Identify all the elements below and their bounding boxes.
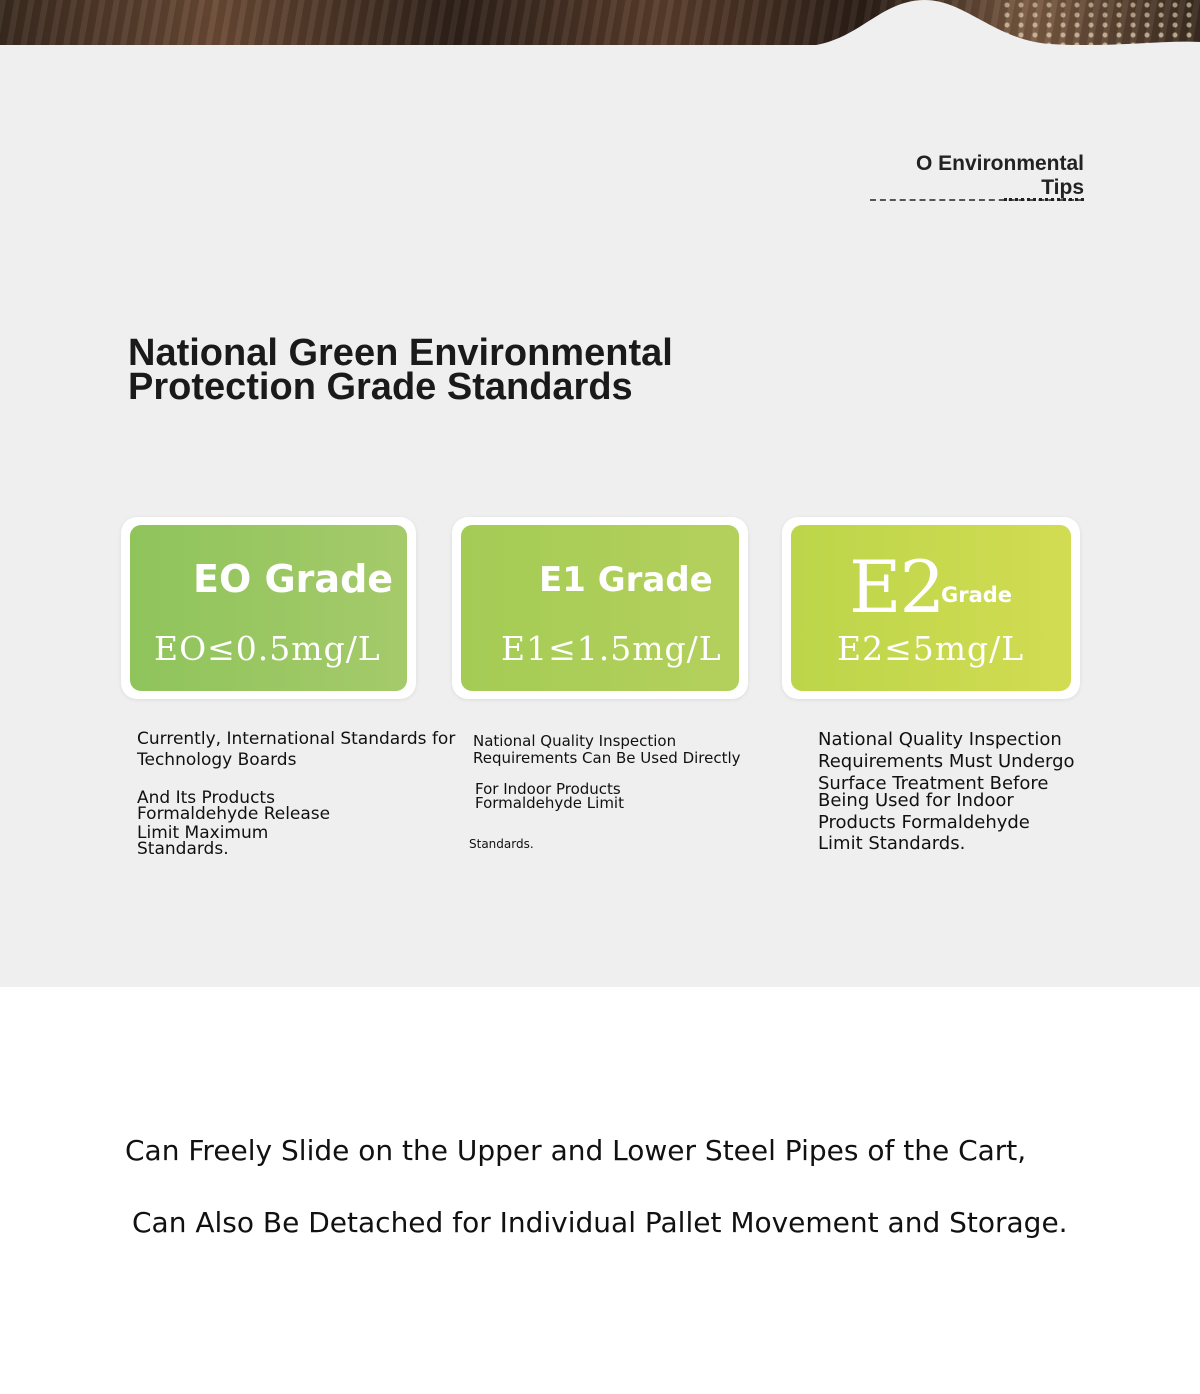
grade-description-e2	[818, 730, 1088, 860]
description-line: Products Formaldehyde	[818, 812, 1030, 833]
description-line: Currently, International Standards for	[137, 729, 456, 749]
grade-limit: E2≤5mg/L	[837, 629, 1025, 668]
description-line: Technology Boards	[137, 750, 297, 770]
footer-slogan-line-1: Can Freely Slide on the Upper and Lower Steel Pipes of the Cart,	[125, 1134, 1027, 1167]
description-line: Being Used for Indoor	[818, 790, 1014, 811]
grade-card-e2	[782, 517, 1080, 699]
description-line: Standards.	[469, 837, 534, 851]
grade-description-e0	[137, 731, 457, 866]
description-line: Formaldehyde Release	[137, 804, 331, 824]
tips-dotted-accent	[1004, 198, 1084, 201]
page-title	[128, 332, 768, 408]
description-line: Limit Maximum	[137, 823, 269, 843]
description-line: National Quality Inspection	[818, 729, 1062, 750]
grade-card-e0	[121, 517, 416, 699]
grade-description-e1	[469, 733, 759, 858]
footer-slogan-line-2: Can Also Be Detached for Individual Pallet Movement and Storage.	[132, 1206, 1068, 1239]
description-line: Requirements Must Undergo	[818, 751, 1075, 772]
grade-title-large: E2	[849, 545, 944, 629]
page-title-line-1: National Green Environmental	[128, 332, 673, 374]
grade-card-e0-panel	[130, 525, 407, 691]
grade-limit: EO≤0.5mg/L	[154, 629, 381, 668]
grade-card-e2-panel	[791, 525, 1071, 691]
environmental-tips-label: O Environmental Tips	[915, 152, 1084, 199]
grade-card-e1-panel	[461, 525, 739, 691]
grade-title: EO Grade	[193, 557, 394, 601]
description-line: Requirements Can Be Used Directly	[473, 749, 741, 767]
description-line: Formaldehyde Limit	[475, 794, 624, 812]
grade-card-e1	[452, 517, 748, 699]
description-line: Surface Treatment Before	[818, 773, 1049, 794]
description-line: Standards.	[137, 839, 229, 859]
grade-title: E1 Grade	[539, 560, 713, 600]
description-line: Limit Standards.	[818, 833, 966, 854]
hero-wave-divider	[0, 0, 1200, 48]
description-line: For Indoor Products	[475, 780, 621, 798]
grade-limit: E1≤1.5mg/L	[501, 629, 722, 668]
description-line: And Its Products	[137, 788, 275, 808]
grade-title-small: Grade	[941, 583, 1013, 607]
page-title-line-2: Protection Grade Standards	[128, 366, 633, 408]
description-line: National Quality Inspection	[473, 732, 677, 750]
